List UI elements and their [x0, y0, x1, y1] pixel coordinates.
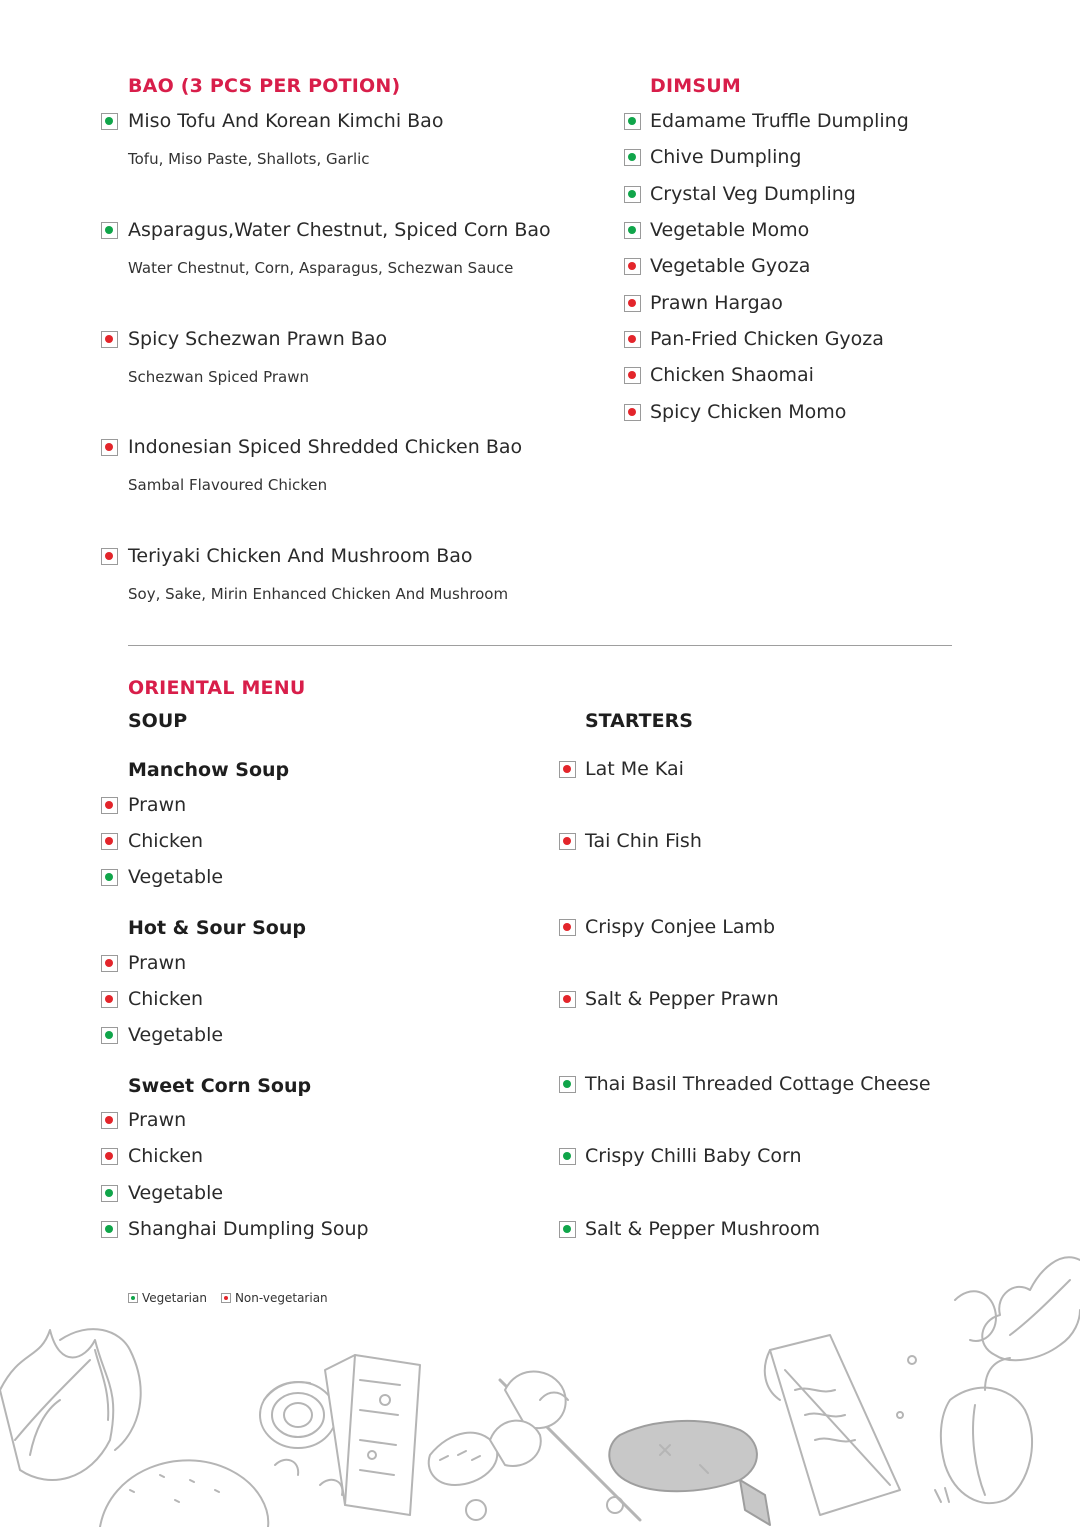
bao-item-desc: Water Chestnut, Corn, Asparagus, Schezwan Sauce — [128, 259, 514, 277]
non-veg-icon — [624, 367, 641, 384]
starter-item: Crispy Conjee Lamb — [585, 916, 776, 938]
starter-item: Lat Me Kai — [585, 758, 684, 780]
veg-icon — [101, 222, 118, 239]
veg-icon — [624, 149, 641, 166]
dimsum-item: Edamame Truffle Dumpling — [650, 110, 909, 132]
soup-item: Prawn — [128, 1109, 187, 1131]
starter-item: Tai Chin Fish — [585, 830, 702, 852]
bao-item-name: Miso Tofu And Korean Kimchi Bao — [128, 110, 444, 132]
oriental-menu-title: ORIENTAL MENU — [128, 677, 306, 699]
section-divider — [128, 645, 952, 646]
starter-item: Salt & Pepper Mushroom — [585, 1218, 820, 1240]
dimsum-item: Vegetable Momo — [650, 219, 810, 241]
non-veg-icon — [101, 331, 118, 348]
non-veg-icon — [559, 833, 576, 850]
non-veg-icon — [624, 258, 641, 275]
non-veg-icon — [101, 1112, 118, 1129]
veg-legend-label: Vegetarian — [142, 1291, 207, 1305]
soup-item: Chicken — [128, 1145, 204, 1167]
veg-icon — [101, 869, 118, 886]
starter-item: Crispy Chilli Baby Corn — [585, 1145, 802, 1167]
starter-item: Thai Basil Threaded Cottage Cheese — [585, 1073, 931, 1095]
veg-icon — [624, 113, 641, 130]
veg-icon — [624, 186, 641, 203]
soup-item: Chicken — [128, 988, 204, 1010]
bao-item-desc: Soy, Sake, Mirin Enhanced Chicken And Mushroom — [128, 585, 509, 603]
veg-icon — [624, 222, 641, 239]
veg-icon — [559, 1221, 576, 1238]
soup-item: Prawn — [128, 952, 187, 974]
non-veg-icon — [101, 833, 118, 850]
veg-icon — [559, 1076, 576, 1093]
bao-item-name: Spicy Schezwan Prawn Bao — [128, 328, 388, 350]
soup-group-title: Hot & Sour Soup — [128, 917, 306, 939]
non-veg-icon — [624, 295, 641, 312]
veg-icon — [101, 1027, 118, 1044]
non-veg-icon — [559, 991, 576, 1008]
bao-item-name: Asparagus,Water Chestnut, Spiced Corn Bao — [128, 219, 551, 241]
soup-item: Vegetable — [128, 1024, 224, 1046]
starter-item: Salt & Pepper Prawn — [585, 988, 779, 1010]
bao-item-desc: Sambal Flavoured Chicken — [128, 476, 328, 494]
soup-item: Vegetable — [128, 1182, 224, 1204]
non-veg-icon — [101, 1148, 118, 1165]
non-veg-icon — [624, 331, 641, 348]
non-veg-legend-label: Non-vegetarian — [234, 1291, 328, 1305]
non-veg-icon — [101, 548, 118, 565]
veg-icon — [559, 1148, 576, 1165]
food-sketch-decoration — [0, 1240, 1080, 1527]
non-veg-icon — [624, 404, 641, 421]
bao-item-name: Teriyaki Chicken And Mushroom Bao — [128, 545, 473, 567]
soup-item: Chicken — [128, 830, 204, 852]
soup-title: SOUP — [128, 710, 188, 732]
dimsum-item: Crystal Veg Dumpling — [650, 183, 856, 205]
dimsum-item: Pan-Fried Chicken Gyoza — [650, 328, 884, 350]
dimsum-section-title: DIMSUM — [650, 75, 741, 97]
starters-title: STARTERS — [585, 710, 693, 732]
dimsum-item: Spicy Chicken Momo — [650, 401, 847, 423]
non-veg-icon — [101, 797, 118, 814]
soup-item: Prawn — [128, 794, 187, 816]
dimsum-item: Vegetable Gyoza — [650, 255, 811, 277]
dimsum-item: Prawn Hargao — [650, 292, 783, 314]
soup-group-title: Sweet Corn Soup — [128, 1075, 312, 1097]
soup-group-title: Manchow Soup — [128, 759, 290, 781]
soup-item: Shanghai Dumpling Soup — [128, 1218, 369, 1240]
bao-item-desc: Tofu, Miso Paste, Shallots, Garlic — [128, 150, 370, 168]
non-veg-icon — [559, 919, 576, 936]
non-veg-icon — [101, 439, 118, 456]
bao-item-name: Indonesian Spiced Shredded Chicken Bao — [128, 436, 523, 458]
non-veg-icon — [559, 761, 576, 778]
dimsum-item: Chive Dumpling — [650, 146, 802, 168]
soup-item: Vegetable — [128, 866, 224, 888]
dimsum-item: Chicken Shaomai — [650, 364, 814, 386]
bao-section-title: BAO (3 PCS PER POTION) — [128, 75, 401, 97]
bao-item-desc: Schezwan Spiced Prawn — [128, 368, 310, 386]
non-veg-icon — [101, 955, 118, 972]
veg-icon — [101, 1185, 118, 1202]
veg-icon — [101, 1221, 118, 1238]
veg-icon — [101, 113, 118, 130]
non-veg-icon — [101, 991, 118, 1008]
